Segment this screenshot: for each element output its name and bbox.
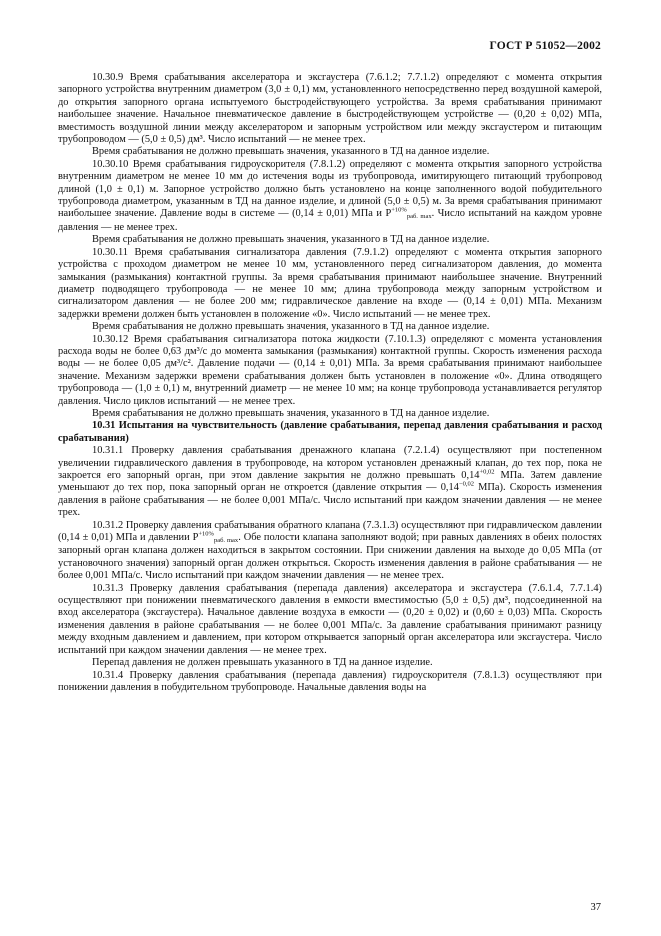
paragraph-note-3: Время срабатывания не должно превышать значения, указанного в ТД на данное изделие. <box>92 321 490 333</box>
paragraph-note-4: Время срабатывания не должно превышать значения, указанного в ТД на данное изделие. <box>92 407 490 419</box>
standard-number: ГОСТ Р 51052—2002 <box>489 40 601 52</box>
paragraph-10-31-3: 10.31.3 Проверку давления срабатывания (перепада давления) акселератора и эксгаустера (7.6.1.4, 7.7.1.4) осуществляют при понижении пневматического давления в емкости вместимостью (5,0 ± 0,5) дм³, подсоединенной на вход акселератора (эксгаустера). Начальное давление воздуха в емкости — (0,20 ± 0,02) и (0,60 ± 0,03) МПа. Скорость изменения давления в районе срабатывания — не более 0,001 МПа/с. За давление срабатывания принимают разницу между входным давлением и давлением, при котором открывается запорный орган акселератора или эксгаустера. Число испытаний при каждом значении давления — не менее трех. <box>58 582 602 656</box>
paragraph-10-30-11: 10.30.11 Время срабатывания сигнализатора давления (7.9.1.2) определяют с момента открытия запорного устройства с проходом диаметром не менее 10 мм, установленного перед сигнализатором давления, до момента замыкания (размыкания) контактной группы. За время срабатывания принимают наибольшее значение. Внутренний диаметр подводящего трубопровода — не менее 10 мм; длина трубопровода между запорным устройством и сигнализатором давления — не более 200 мм; гидравлическое давление на входе — (0,14 ± 0,01) МПа. Механизм задержки времени должен быть установлен в положение «0». Число испытаний — не менее трех. <box>58 246 602 320</box>
document-body <box>58 72 602 694</box>
paragraph-10-30-10: 10.30.10 Время срабатывания гидроускорителя (7.8.1.2) определяют с момента открытия запорного устройства внутренним диаметром не менее 10 мм до истечения воды из трубопровода, имитирующего питающий трубопровод длиной (1,0 ± 0,1) м. Запорное устройство должно быть установлено на конце заполненного водой побудительного трубопровода диаметром, указанным в ТД на данное изделие, и длиной (5,0 ± 0,5) м. За время срабатывания принимают наибольшее значение. Давление воды в системе — (0,14 ± 0,01) МПа и $P^{+10\%}раб$. max. Число испытаний на каждом уровне давления — не менее трех. <box>58 158 602 233</box>
paragraph-10-31-1: 10.31.1 Проверку давления срабатывания дренажного клапана (7.2.1.4) осуществляют при постепенном увеличении гидравлического давления в трубопроводе, на котором установлен дренажный клапан, до тех пор, пока не закроется его запорный орган, при этом давление закрытия не должно превышать $0,14^{+0,02}$ МПа. Затем давление уменьшают до тех пор, пока запорный орган не откроется (давление открытия — $0,14^{-0,02}$ МПа). Скорость изменения давления в районе срабатывания — не более 0,001 МПа/с. Число испытаний при каждом значении давления — не менее трех. <box>58 445 602 519</box>
paragraph-10-30-9: 10.30.9 Время срабатывания акселератора и эксгаустера (7.6.1.2; 7.7.1.2) определяют с момента открытия запорного устройства внутренним диаметром (3,0 ± 0,1) мм, установленного непосредственно перед воздушной камерой, до открытия запорного органа испытуемого быстродействующего устройства. За время срабатывания принимают наибольшее значение. Начальное пневматическое давление в быстродействующем устройстве — (0,20 ± 0,02) МПа, вместимость воздушной линии между акселератором и запорным устройством или между эксгаустером и питающим трубопроводом — (5,0 ± 0,5) дм³. Число испытаний — не менее трех. <box>58 72 602 146</box>
paragraph-10-30-12: 10.30.12 Время срабатывания сигнализатора потока жидкости (7.10.1.3) определяют с момента установления расхода воды не более 0,63 дм³/с до момента замыкания (размыкания) контактной группы. Скорость изменения расхода воды — не более 0,05 дм³/с². Давление подачи — (0,14 ± 0,01) МПа. За время срабатывания принимают наибольшее значение. Механизм задержки времени срабатывания должен быть установлен в положение «0». Длина отводящего трубопровода — (1,0 ± 0,1) м, внутренний диаметр — не менее 10 мм; на конце трубопровода устанавливается регулятор давления. Число циклов испытаний — не менее трех. <box>58 333 602 407</box>
page-number: 37 <box>590 902 601 913</box>
paragraph-10-31-4: 10.31.4 Проверку давления срабатывания (перепада давления) гидроускорителя (7.8.1.3) осуществляют при понижении давления в побудительном трубопроводе. Начальные давления воды на <box>58 669 602 693</box>
paragraph-10-31-2: 10.31.2 Проверку давления срабатывания обратного клапана (7.3.1.3) осуществляют при гидравлическом давлении (0,14 ± 0,01) МПа и давлении $P^{+10\%}раб$. max. Обе полости клапана заполняют водой; при равных давлениях в обеих полостях запорный орган клапана должен находиться в закрытом состоянии. При снижении давления на выходе до 0,05 МПа (от установочного значения) запорный орган должен открыться. Скорость изменения давления в районе срабатывания — не более 0,001 МПа/с. Число испытаний при каждом значении давления — не менее трех. <box>58 519 602 582</box>
paragraph-note-2: Время срабатывания не должно превышать значения, указанного в ТД на данное изделие. <box>92 234 490 246</box>
paragraph-note-1: Время срабатывания не должно превышать значения, указанного в ТД на данное изделие. <box>92 146 490 158</box>
paragraph-note-5: Перепад давления не должен превышать указанного в ТД на данное изделие. <box>92 657 433 669</box>
section-heading-10-31: 10.31 Испытания на чувствительность (давление срабатывания, перепад давления срабатывания и расход срабатывания) <box>58 420 602 444</box>
